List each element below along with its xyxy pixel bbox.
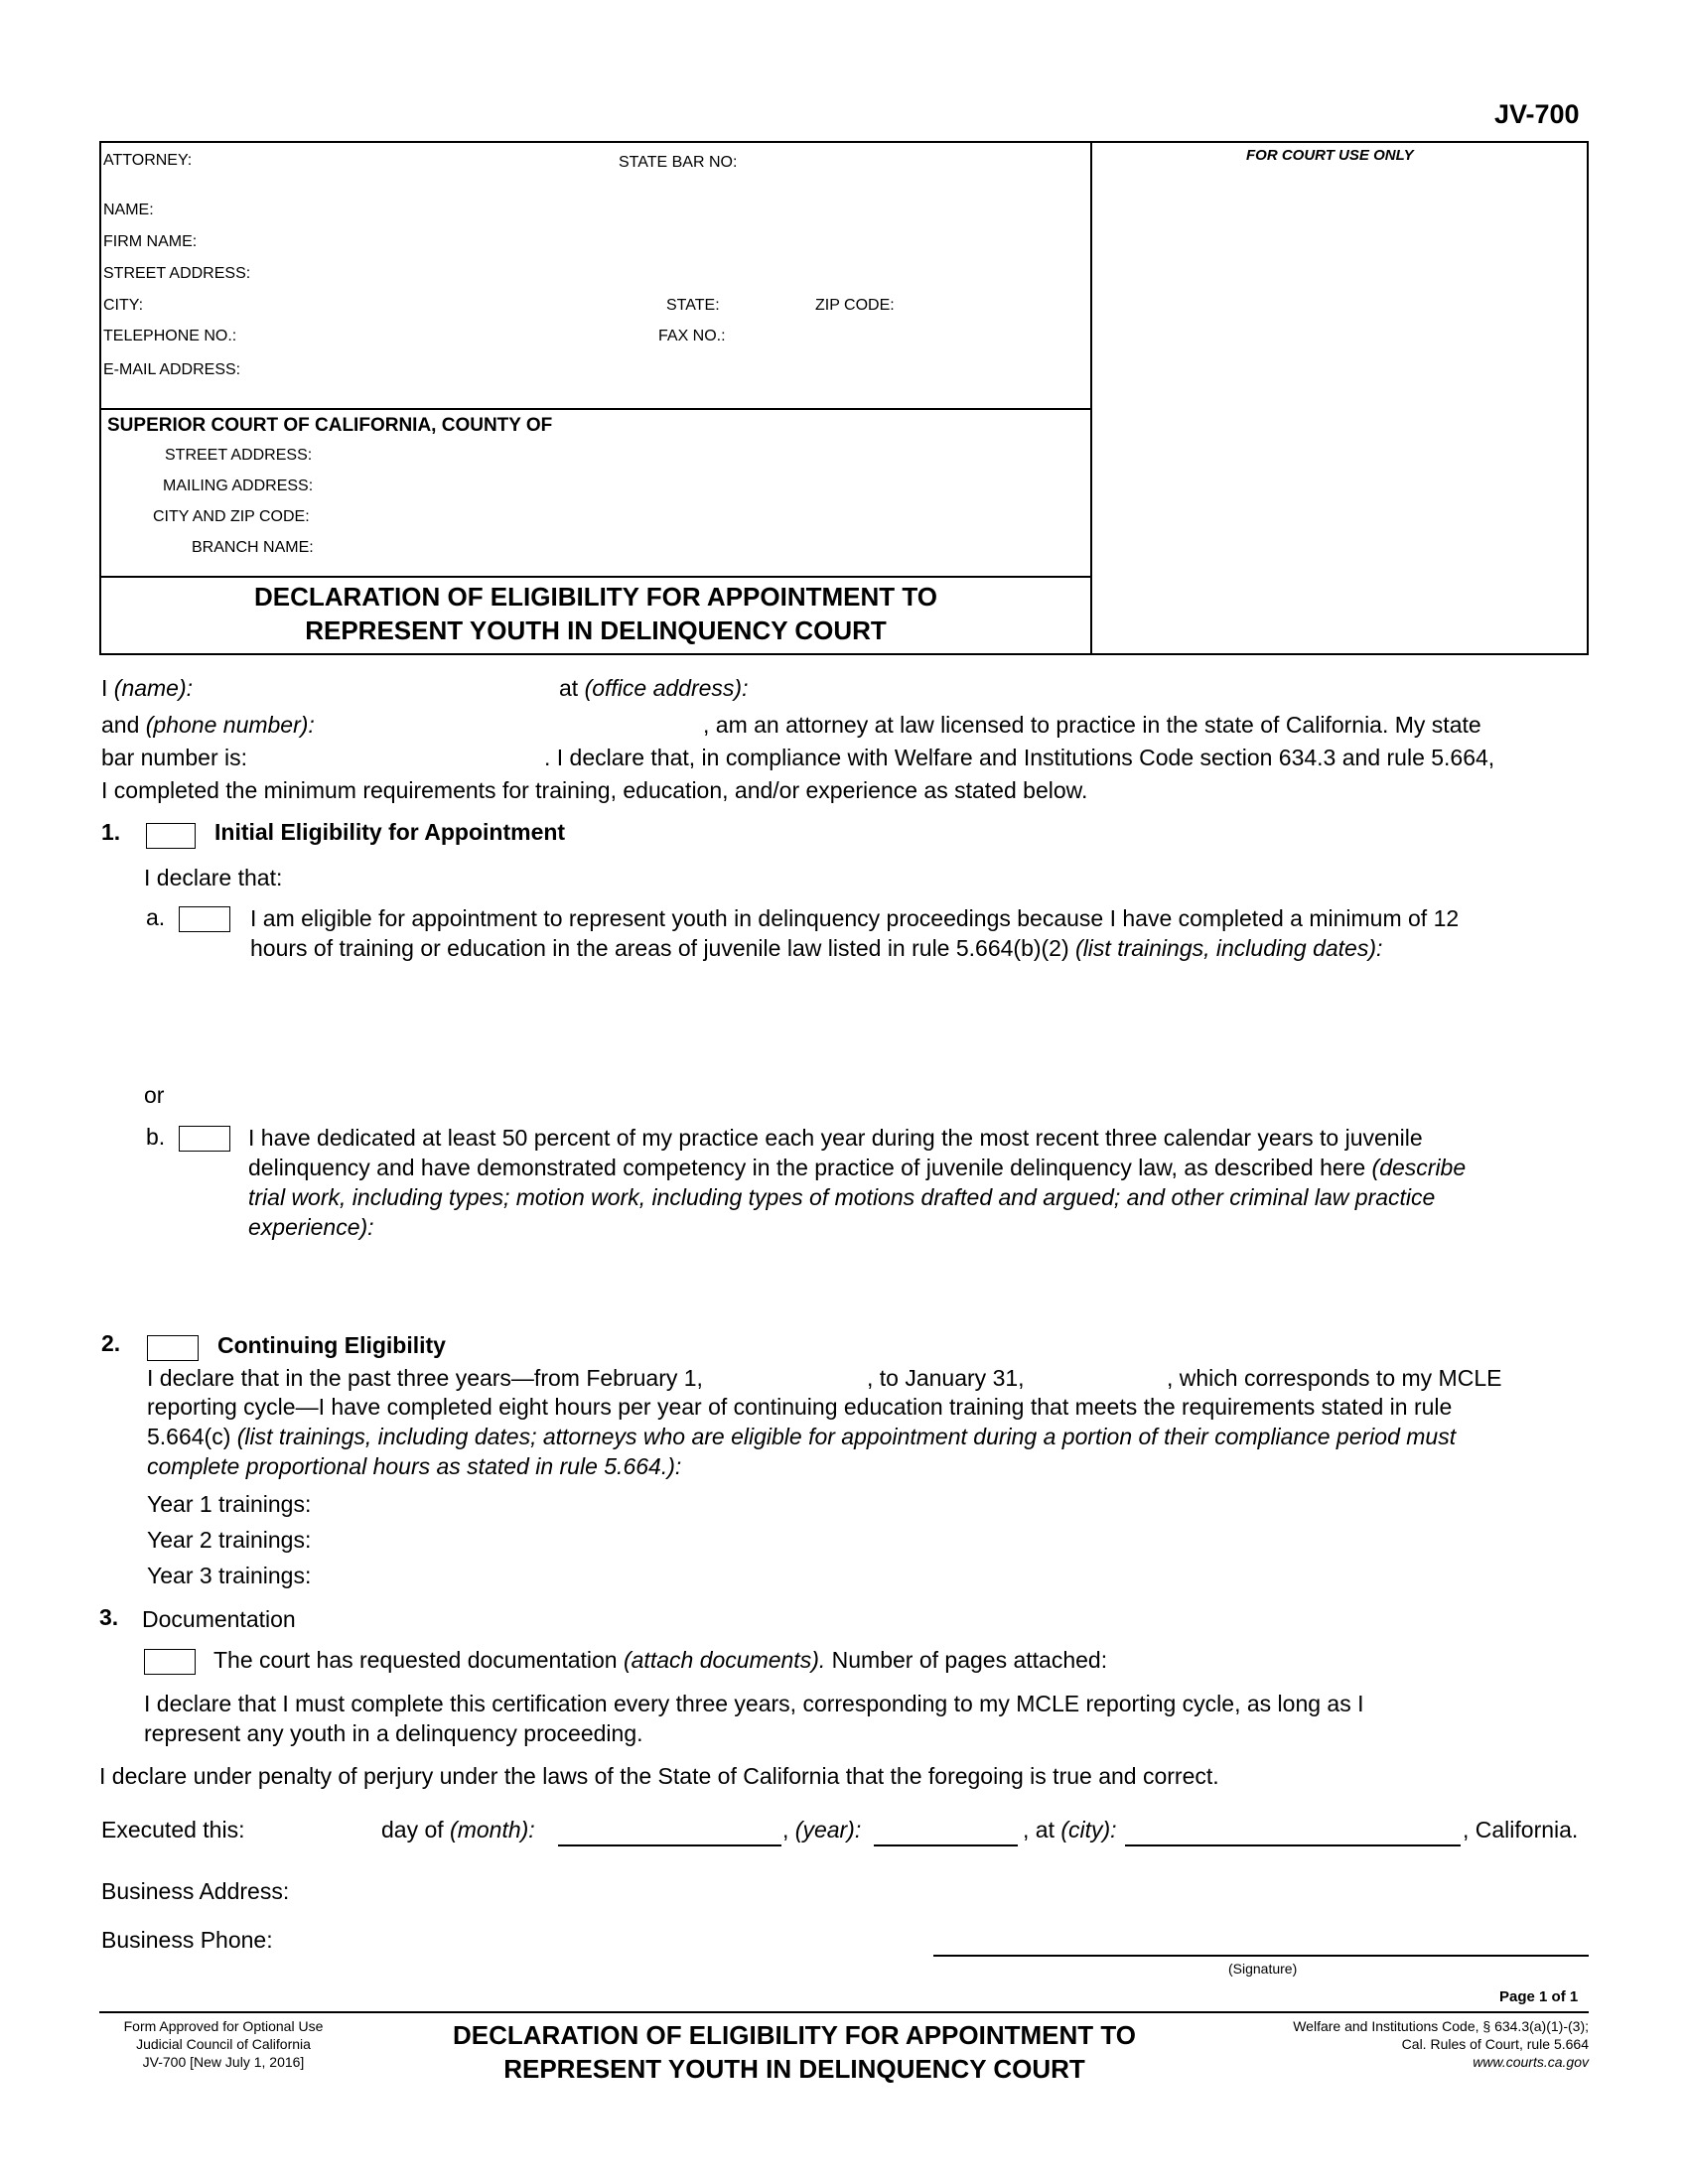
executed-day-of [381, 1817, 535, 1843]
footer-rule [99, 2011, 1589, 2013]
section2-number: 2. [101, 1330, 121, 1356]
section1b-label: b. [146, 1124, 166, 1150]
footer-left-line2: Judicial Council of California [136, 2036, 311, 2052]
street-address-label: STREET ADDRESS: [103, 265, 251, 282]
section3-title: Documentation [142, 1606, 296, 1632]
section1-declare: I declare that: [144, 865, 283, 890]
executed-california: , California. [1463, 1817, 1579, 1843]
court-mailing-label: MAILING ADDRESS: [163, 478, 314, 494]
attorney-label: ATTORNEY: [103, 152, 193, 169]
telephone-label: TELEPHONE NO.: [103, 328, 237, 344]
intro-line-4: I completed the minimum requirements for training, education, and/or experience as stated below. [101, 777, 1088, 803]
page-number: Page 1 of 1 [1499, 1988, 1579, 2005]
section1-title: Initial Eligibility for Appointment [214, 819, 566, 845]
footer-right [1192, 2017, 1589, 2071]
section1-or: or [144, 1082, 165, 1108]
intro-phone-label: (phone number): [145, 712, 315, 738]
state-label: STATE: [666, 297, 720, 314]
section2-line1a: I declare that in the past three years—from February 1, [147, 1365, 703, 1391]
section3-request-text: The court has requested documentation [213, 1647, 624, 1673]
intro-name-label: (name): [113, 675, 194, 701]
footer-left-line1: Form Approved for Optional Use [123, 2018, 324, 2034]
section2-title: Continuing Eligibility [217, 1332, 446, 1358]
executed-at-city [1023, 1817, 1117, 1843]
court-street-label: STREET ADDRESS: [165, 447, 313, 464]
form-number: JV-700 [1494, 99, 1580, 129]
intro-i: I [101, 675, 114, 701]
section2-checkbox[interactable] [147, 1335, 199, 1361]
business-address-label: Business Address: [101, 1878, 290, 1904]
fax-label: FAX NO.: [658, 328, 726, 344]
section1b-checkbox[interactable] [179, 1126, 230, 1152]
section2-line3-text: 5.664(c) [147, 1424, 237, 1449]
court-use-box [1090, 141, 1589, 655]
section1a-line1: I am eligible for appointment to represent youth in delinquency proceedings because I have completed a minimum of 12 [250, 905, 1460, 931]
city-label: CITY: [103, 297, 144, 314]
perjury-statement: I declare under penalty of perjury under the laws of the State of California that the foregoing is true and correct. [99, 1763, 1219, 1789]
footer-right-line2: Cal. Rules of Court, rule 5.664 [1401, 2036, 1589, 2052]
section1b-line2 [248, 1155, 1466, 1181]
document-title-line2: REPRESENT YOUTH IN DELINQUENCY COURT [305, 615, 887, 645]
intro-line-3-rest: . I declare that, in compliance with Welfare and Institutions Code section 634.3 and rule 5.664, [544, 745, 1495, 770]
business-phone-label: Business Phone: [101, 1927, 273, 1953]
footer-left [99, 2017, 348, 2071]
intro-bar-number-label: bar number is: [101, 745, 248, 770]
year2-trainings-label: Year 2 trainings: [147, 1527, 312, 1553]
city-field-line[interactable] [1125, 1844, 1461, 1846]
year-field-line[interactable] [874, 1844, 1018, 1846]
section1b-line2-italic: (describe [1371, 1155, 1467, 1180]
section2-line3 [147, 1424, 1456, 1450]
section3-cert-line1: I declare that I must complete this certification every three years, corresponding to my MCLE reporting cycle, as long as I [144, 1691, 1364, 1716]
section1a-checkbox[interactable] [179, 906, 230, 932]
section1a-line2-italic: (list trainings, including dates): [1075, 935, 1383, 961]
court-branch-label: BRANCH NAME: [192, 539, 314, 556]
court-use-label: FOR COURT USE ONLY [1246, 147, 1414, 164]
section3-cert-line2: represent any youth in a delinquency proceeding. [144, 1720, 643, 1746]
executed-month-label: (month): [450, 1817, 535, 1843]
email-label: E-MAIL ADDRESS: [103, 361, 241, 378]
executed-year [782, 1817, 861, 1843]
section1b-line2-text: delinquency and have demonstrated competency in the practice of juvenile delinquency law, as described here [248, 1155, 1372, 1180]
section3-request-italic: (attach documents). [623, 1647, 826, 1673]
state-bar-no-label: STATE BAR NO: [619, 154, 738, 171]
executed-comma: , [782, 1817, 789, 1843]
section1a-label: a. [146, 904, 166, 930]
document-title [99, 580, 1092, 647]
court-city-zip-label: CITY AND ZIP CODE: [153, 508, 310, 525]
section1-checkbox[interactable] [146, 823, 196, 849]
intro-office-address [559, 675, 748, 702]
section3-checkbox[interactable] [144, 1649, 196, 1675]
footer-website-link[interactable]: www.courts.ca.gov [1473, 2054, 1589, 2070]
footer-title-line2: REPRESENT YOUTH IN DELINQUENCY COURT [503, 2054, 1085, 2084]
document-title-line1: DECLARATION OF ELIGIBILITY FOR APPOINTMENT TO [253, 582, 938, 612]
footer-right-line1: Welfare and Institutions Code, § 634.3(a)(1)-(3); [1293, 2018, 1589, 2034]
section1b-line3: trial work, including types; motion work, including types of motions drafted and argued; and other criminal law practice [248, 1184, 1436, 1210]
intro-and: and [101, 712, 146, 738]
section2-line3-italic: (list trainings, including dates; attorneys who are eligible for appointment during a portion of their compliance period must [236, 1424, 1457, 1449]
section2-line1b: , to January 31, [867, 1365, 1025, 1391]
section3-pages-attached: Number of pages attached: [825, 1647, 1108, 1673]
executed-city-label: (city): [1060, 1817, 1117, 1843]
signature-line[interactable] [933, 1955, 1589, 1957]
year3-trainings-label: Year 3 trainings: [147, 1563, 312, 1588]
firm-name-label: FIRM NAME: [103, 233, 198, 250]
intro-at: at [559, 675, 585, 701]
name-label: NAME: [103, 202, 154, 218]
intro-office-label: (office address): [584, 675, 749, 701]
month-field-line[interactable] [558, 1844, 781, 1846]
executed-day-of-text: day of [381, 1817, 451, 1843]
court-title: SUPERIOR COURT OF CALIFORNIA, COUNTY OF [107, 415, 553, 436]
section1b-line4: experience): [248, 1214, 374, 1240]
footer-left-line3: JV-700 [New July 1, 2016] [142, 2054, 305, 2070]
section2-line1c: , which corresponds to my MCLE [1167, 1365, 1502, 1391]
intro-line-1 [101, 675, 193, 702]
section1-number: 1. [101, 819, 121, 845]
section1b-line1: I have dedicated at least 50 percent of my practice each year during the most recent three calendar years to juvenile [248, 1125, 1423, 1151]
zip-code-label: ZIP CODE: [815, 297, 895, 314]
footer-title [397, 2018, 1192, 2086]
executed-at: , at [1023, 1817, 1061, 1843]
executed-label: Executed this: [101, 1817, 245, 1843]
footer-title-line1: DECLARATION OF ELIGIBILITY FOR APPOINTMENT TO [452, 2020, 1137, 2050]
executed-year-label: (year): [794, 1817, 862, 1843]
intro-line-2 [101, 712, 315, 739]
section2-line2: reporting cycle—I have completed eight hours per year of continuing education training that meets the requirements stated in rule [147, 1394, 1453, 1420]
intro-line-2-rest: , am an attorney at law licensed to practice in the state of California. My state [703, 712, 1481, 738]
year1-trainings-label: Year 1 trainings: [147, 1491, 312, 1517]
section3-request-line [213, 1647, 1107, 1674]
section3-number: 3. [99, 1604, 119, 1630]
section1a-line2-text: hours of training or education in the areas of juvenile law listed in rule 5.664(b)(2) [250, 935, 1076, 961]
section2-line4: complete proportional hours as stated in rule 5.664.): [147, 1453, 682, 1479]
section1a-line2 [250, 935, 1382, 962]
signature-label: (Signature) [1228, 1961, 1298, 1977]
